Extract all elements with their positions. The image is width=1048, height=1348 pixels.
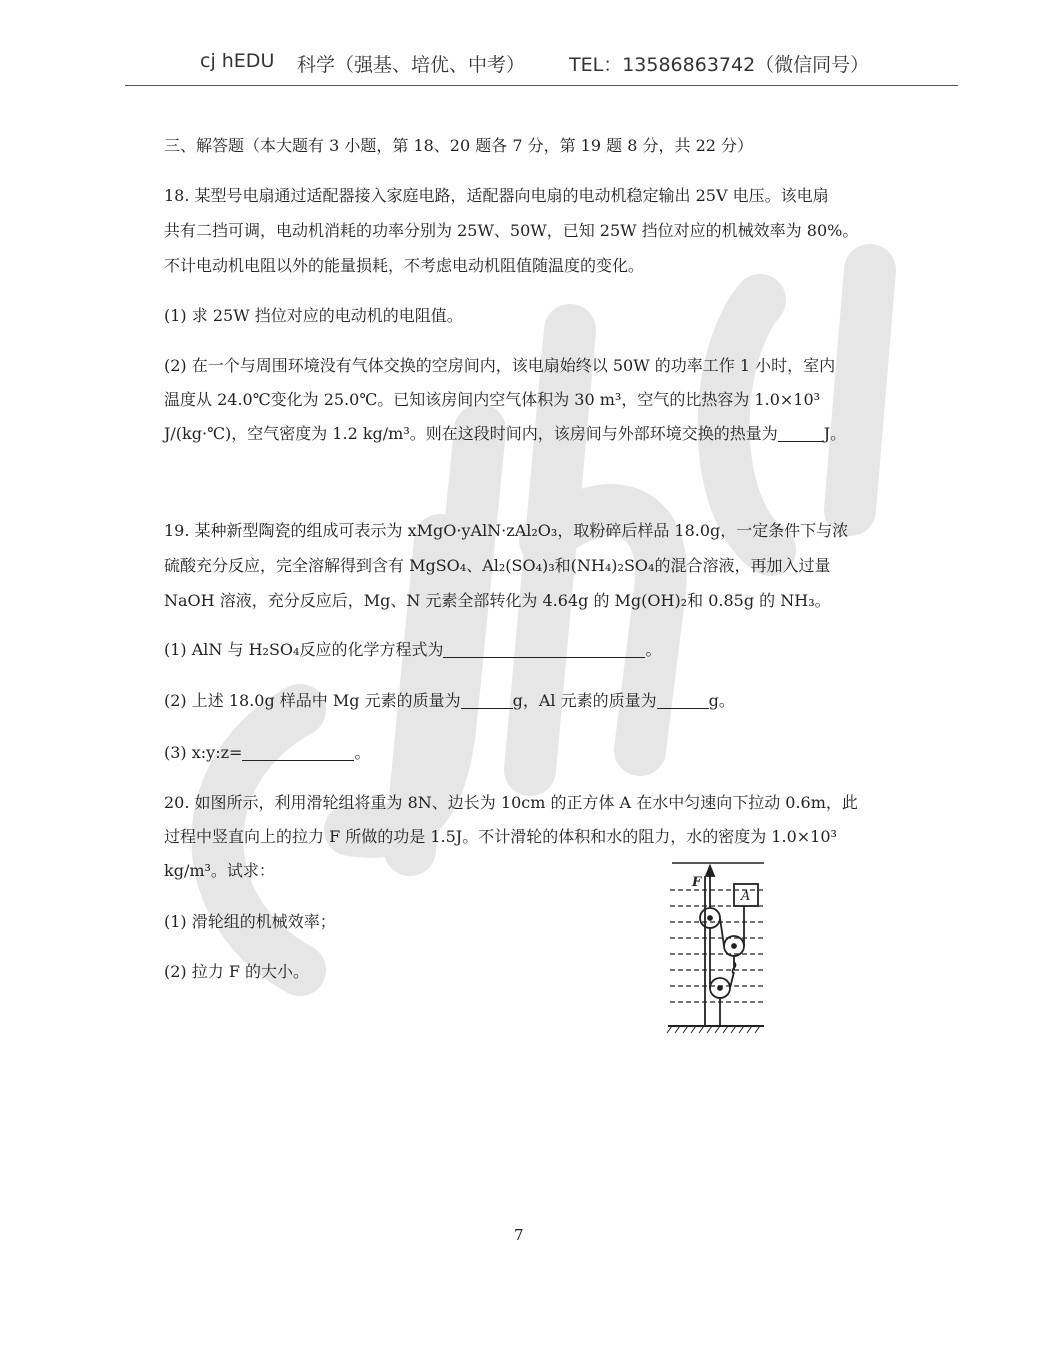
q18-part1: (1) 求 25W 挡位对应的电动机的电阻值。: [164, 306, 463, 325]
page-number: 7: [514, 1226, 524, 1244]
page-header: [125, 47, 958, 86]
force-label: F: [692, 875, 702, 890]
q19-part1: [164, 639, 661, 661]
block-label: A: [741, 889, 751, 904]
header-brand: cj hEDU: [200, 50, 275, 72]
answer-blank-equation[interactable]: [443, 641, 645, 658]
q19-line3: NaOH 溶液，充分反应后，Mg、N 元素全部转化为 4.64g 的 Mg(OH)₂和 0.85g 的 NH₃。: [164, 591, 831, 610]
q18-line2: 共有二挡可调，电动机消耗的功率分别为 25W、50W，已知 25W 挡位对应的机械效率为 80%。: [164, 221, 859, 240]
watermark-text: cjhEDU: [50, 110, 54, 111]
q19-part3: [164, 742, 370, 764]
q19-line1: 19. 某种新型陶瓷的组成可表示为 xMgO·yAlN·zAl₂O₃，取粉碎后样品 18.0g，一定条件下与浓: [164, 521, 849, 540]
q19-part3-end: 。: [354, 743, 371, 762]
q20-part1: (1) 滑轮组的机械效率；: [164, 912, 336, 931]
q18-part2-line1: (2) 在一个与周围环境没有气体交换的空房间内，该电扇始终以 50W 的功率工作 1 小时，室内: [164, 356, 836, 375]
header-subject: 科学（强基、培优、中考）: [297, 54, 526, 76]
q18-part2-line2: 温度从 24.0℃变化为 25.0℃。已知该房间内空气体积为 30 m³，空气的比热容为 1.0×10³: [164, 390, 821, 409]
q18-line3: 不计电动机电阻以外的能量损耗，不考虑电动机阻值随温度的变化。: [164, 256, 645, 275]
q19-line2: 硫酸充分反应，完全溶解得到含有 MgSO₄、Al₂(SO₄)₃和(NH₄)₂SO₄的混合溶液，再加入过量: [164, 556, 831, 575]
q20-part2: (2) 拉力 F 的大小。: [164, 962, 310, 981]
q18-part2-unit: J。: [823, 424, 847, 443]
answer-blank-heat[interactable]: [778, 425, 824, 442]
q18-line1: 18. 某型号电扇通过适配器接入家庭电路，适配器向电扇的电动机稳定输出 25V 电压。该电扇: [164, 186, 829, 205]
q19-part2-end: g。: [708, 691, 735, 710]
header-tel: TEL：13586863742（微信同号）: [569, 54, 870, 76]
q19-part2-text: (2) 上述 18.0g 样品中 Mg 元素的质量为: [164, 691, 461, 710]
pulley-diagram: [664, 858, 768, 1036]
q18-part2-line3-text: J/(kg·℃)，空气密度为 1.2 kg/m³。则在这段时间内，该房间与外部环境交换的热量为: [164, 424, 778, 443]
section-title: 三、解答题（本大题有 3 小题，第 18、20 题各 7 分，第 19 题 8 分，共 22 分）: [164, 136, 754, 155]
answer-blank-al-mass[interactable]: [657, 692, 709, 709]
q20-line2: 过程中竖直向上的拉力 F 所做的功是 1.5J。不计滑轮的体积和水的阻力，水的密度为 1.0×10³: [164, 827, 837, 846]
answer-blank-ratio[interactable]: [242, 744, 354, 761]
answer-blank-mg-mass[interactable]: [461, 692, 513, 709]
q19-part2: [164, 690, 735, 712]
q20-line1: 20. 如图所示，利用滑轮组将重为 8N、边长为 10cm 的正方体 A 在水中匀速向下拉动 0.6m，此: [164, 793, 858, 812]
q20-line3: kg/m³。试求：: [164, 861, 275, 880]
q19-part2-mid: g，Al 元素的质量为: [512, 691, 657, 710]
q19-part1-text: (1) AlN 与 H₂SO₄反应的化学方程式为: [164, 640, 444, 659]
q19-part3-text: (3) x:y:z=: [164, 743, 243, 762]
q19-part1-end: 。: [645, 640, 662, 659]
q18-part2-line3: [164, 423, 846, 445]
